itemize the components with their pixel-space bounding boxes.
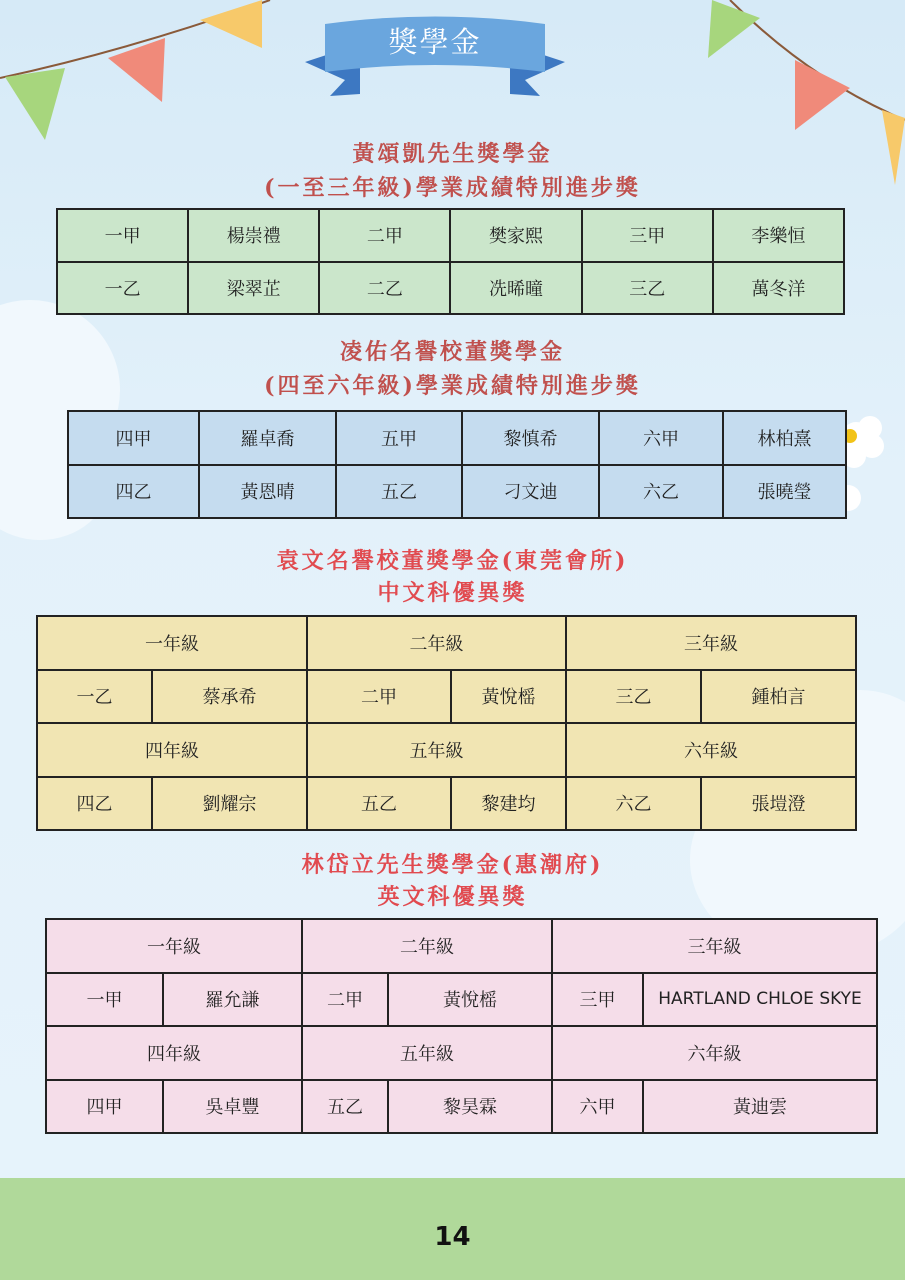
student-name-cell: 黃恩晴 [199, 465, 336, 519]
grade-header-cell: 三年級 [566, 616, 856, 670]
table-row [68, 411, 846, 465]
section4-table [45, 918, 878, 1134]
class-cell: 四乙 [37, 777, 152, 831]
table-row [46, 1080, 877, 1134]
table-row [46, 973, 877, 1027]
class-cell: 三甲 [552, 973, 643, 1027]
grade-header-cell: 三年級 [552, 919, 877, 973]
table-row [37, 777, 856, 831]
class-cell: 一乙 [37, 670, 152, 724]
table-row [46, 1026, 877, 1080]
grade-header-cell: 五年級 [302, 1026, 552, 1080]
class-cell: 三乙 [566, 670, 701, 724]
class-cell: 三甲 [582, 209, 713, 262]
class-cell: 二甲 [302, 973, 388, 1027]
class-cell: 四乙 [68, 465, 199, 519]
student-name-cell: HARTLAND CHLOE SKYE [643, 973, 877, 1027]
class-cell: 一甲 [57, 209, 188, 262]
section3-table [36, 615, 857, 831]
section1-table [56, 208, 845, 315]
class-cell: 三乙 [582, 262, 713, 315]
section2-title-line1: 凌佑名譽校董獎學金 [339, 339, 565, 365]
table-row [37, 616, 856, 670]
student-name-cell: 李樂恒 [713, 209, 844, 262]
section2-table [67, 410, 847, 519]
student-name-cell: 黎昊霖 [388, 1080, 552, 1134]
class-cell: 四甲 [46, 1080, 163, 1134]
class-cell: 六甲 [599, 411, 723, 465]
class-cell: 二乙 [319, 262, 450, 315]
student-name-cell: 黎慎希 [462, 411, 599, 465]
student-name-cell: 黃悅榣 [451, 670, 566, 724]
student-name-cell: 黎建均 [451, 777, 566, 831]
table-row [57, 209, 844, 262]
page-title: 獎學金 [388, 25, 482, 59]
grade-header-cell: 四年級 [37, 723, 307, 777]
student-name-cell: 蔡承希 [152, 670, 307, 724]
student-name-cell: 吳卓豐 [163, 1080, 302, 1134]
class-cell: 五乙 [302, 1080, 388, 1134]
class-cell: 六甲 [552, 1080, 643, 1134]
class-cell: 六乙 [566, 777, 701, 831]
section4-title-line1: 林岱立先生獎學金(惠潮府) [301, 852, 604, 878]
section1-title-line1: 黃頌凱先生獎學金 [352, 141, 553, 167]
class-cell: 一乙 [57, 262, 188, 315]
section3-title-line1: 袁文名譽校董獎學金(東莞會所) [276, 548, 629, 574]
grade-header-cell: 二年級 [302, 919, 552, 973]
table-row [46, 919, 877, 973]
table-row [37, 670, 856, 724]
student-name-cell: 黃悅榣 [388, 973, 552, 1027]
student-name-cell: 羅允謙 [163, 973, 302, 1027]
grade-header-cell: 一年級 [37, 616, 307, 670]
grade-header-cell: 五年級 [307, 723, 566, 777]
student-name-cell: 羅卓喬 [199, 411, 336, 465]
student-name-cell: 劉耀宗 [152, 777, 307, 831]
class-cell: 五甲 [336, 411, 462, 465]
student-name-cell: 林柏熹 [723, 411, 846, 465]
section1-title-line2: (一至三年級)學業成績特別進步獎 [264, 175, 641, 201]
grade-header-cell: 一年級 [46, 919, 302, 973]
grade-header-cell: 四年級 [46, 1026, 302, 1080]
student-name-cell: 張塏澄 [701, 777, 856, 831]
student-name-cell: 梁翠芷 [188, 262, 319, 315]
class-cell: 五乙 [336, 465, 462, 519]
table-row [68, 465, 846, 519]
class-cell: 二甲 [307, 670, 451, 724]
grade-header-cell: 六年級 [566, 723, 856, 777]
student-name-cell: 黃迪雲 [643, 1080, 877, 1134]
student-name-cell: 楊崇禮 [188, 209, 319, 262]
class-cell: 一甲 [46, 973, 163, 1027]
student-name-cell: 冼晞曈 [450, 262, 581, 315]
section4-title-line2: 英文科優異獎 [377, 884, 528, 910]
section3-title-line2: 中文科優異獎 [377, 580, 528, 606]
table-row [37, 723, 856, 777]
student-name-cell: 張曉瑩 [723, 465, 846, 519]
page-number: 14 [434, 1222, 471, 1252]
class-cell: 六乙 [599, 465, 723, 519]
table-row [57, 262, 844, 315]
grade-header-cell: 二年級 [307, 616, 566, 670]
student-name-cell: 樊家熙 [450, 209, 581, 262]
student-name-cell: 萬冬洋 [713, 262, 844, 315]
class-cell: 四甲 [68, 411, 199, 465]
grade-header-cell: 六年級 [552, 1026, 877, 1080]
section2-title-line2: (四至六年級)學業成績特別進步獎 [264, 373, 641, 399]
student-name-cell: 鍾柏言 [701, 670, 856, 724]
class-cell: 五乙 [307, 777, 451, 831]
class-cell: 二甲 [319, 209, 450, 262]
student-name-cell: 刁文迪 [462, 465, 599, 519]
